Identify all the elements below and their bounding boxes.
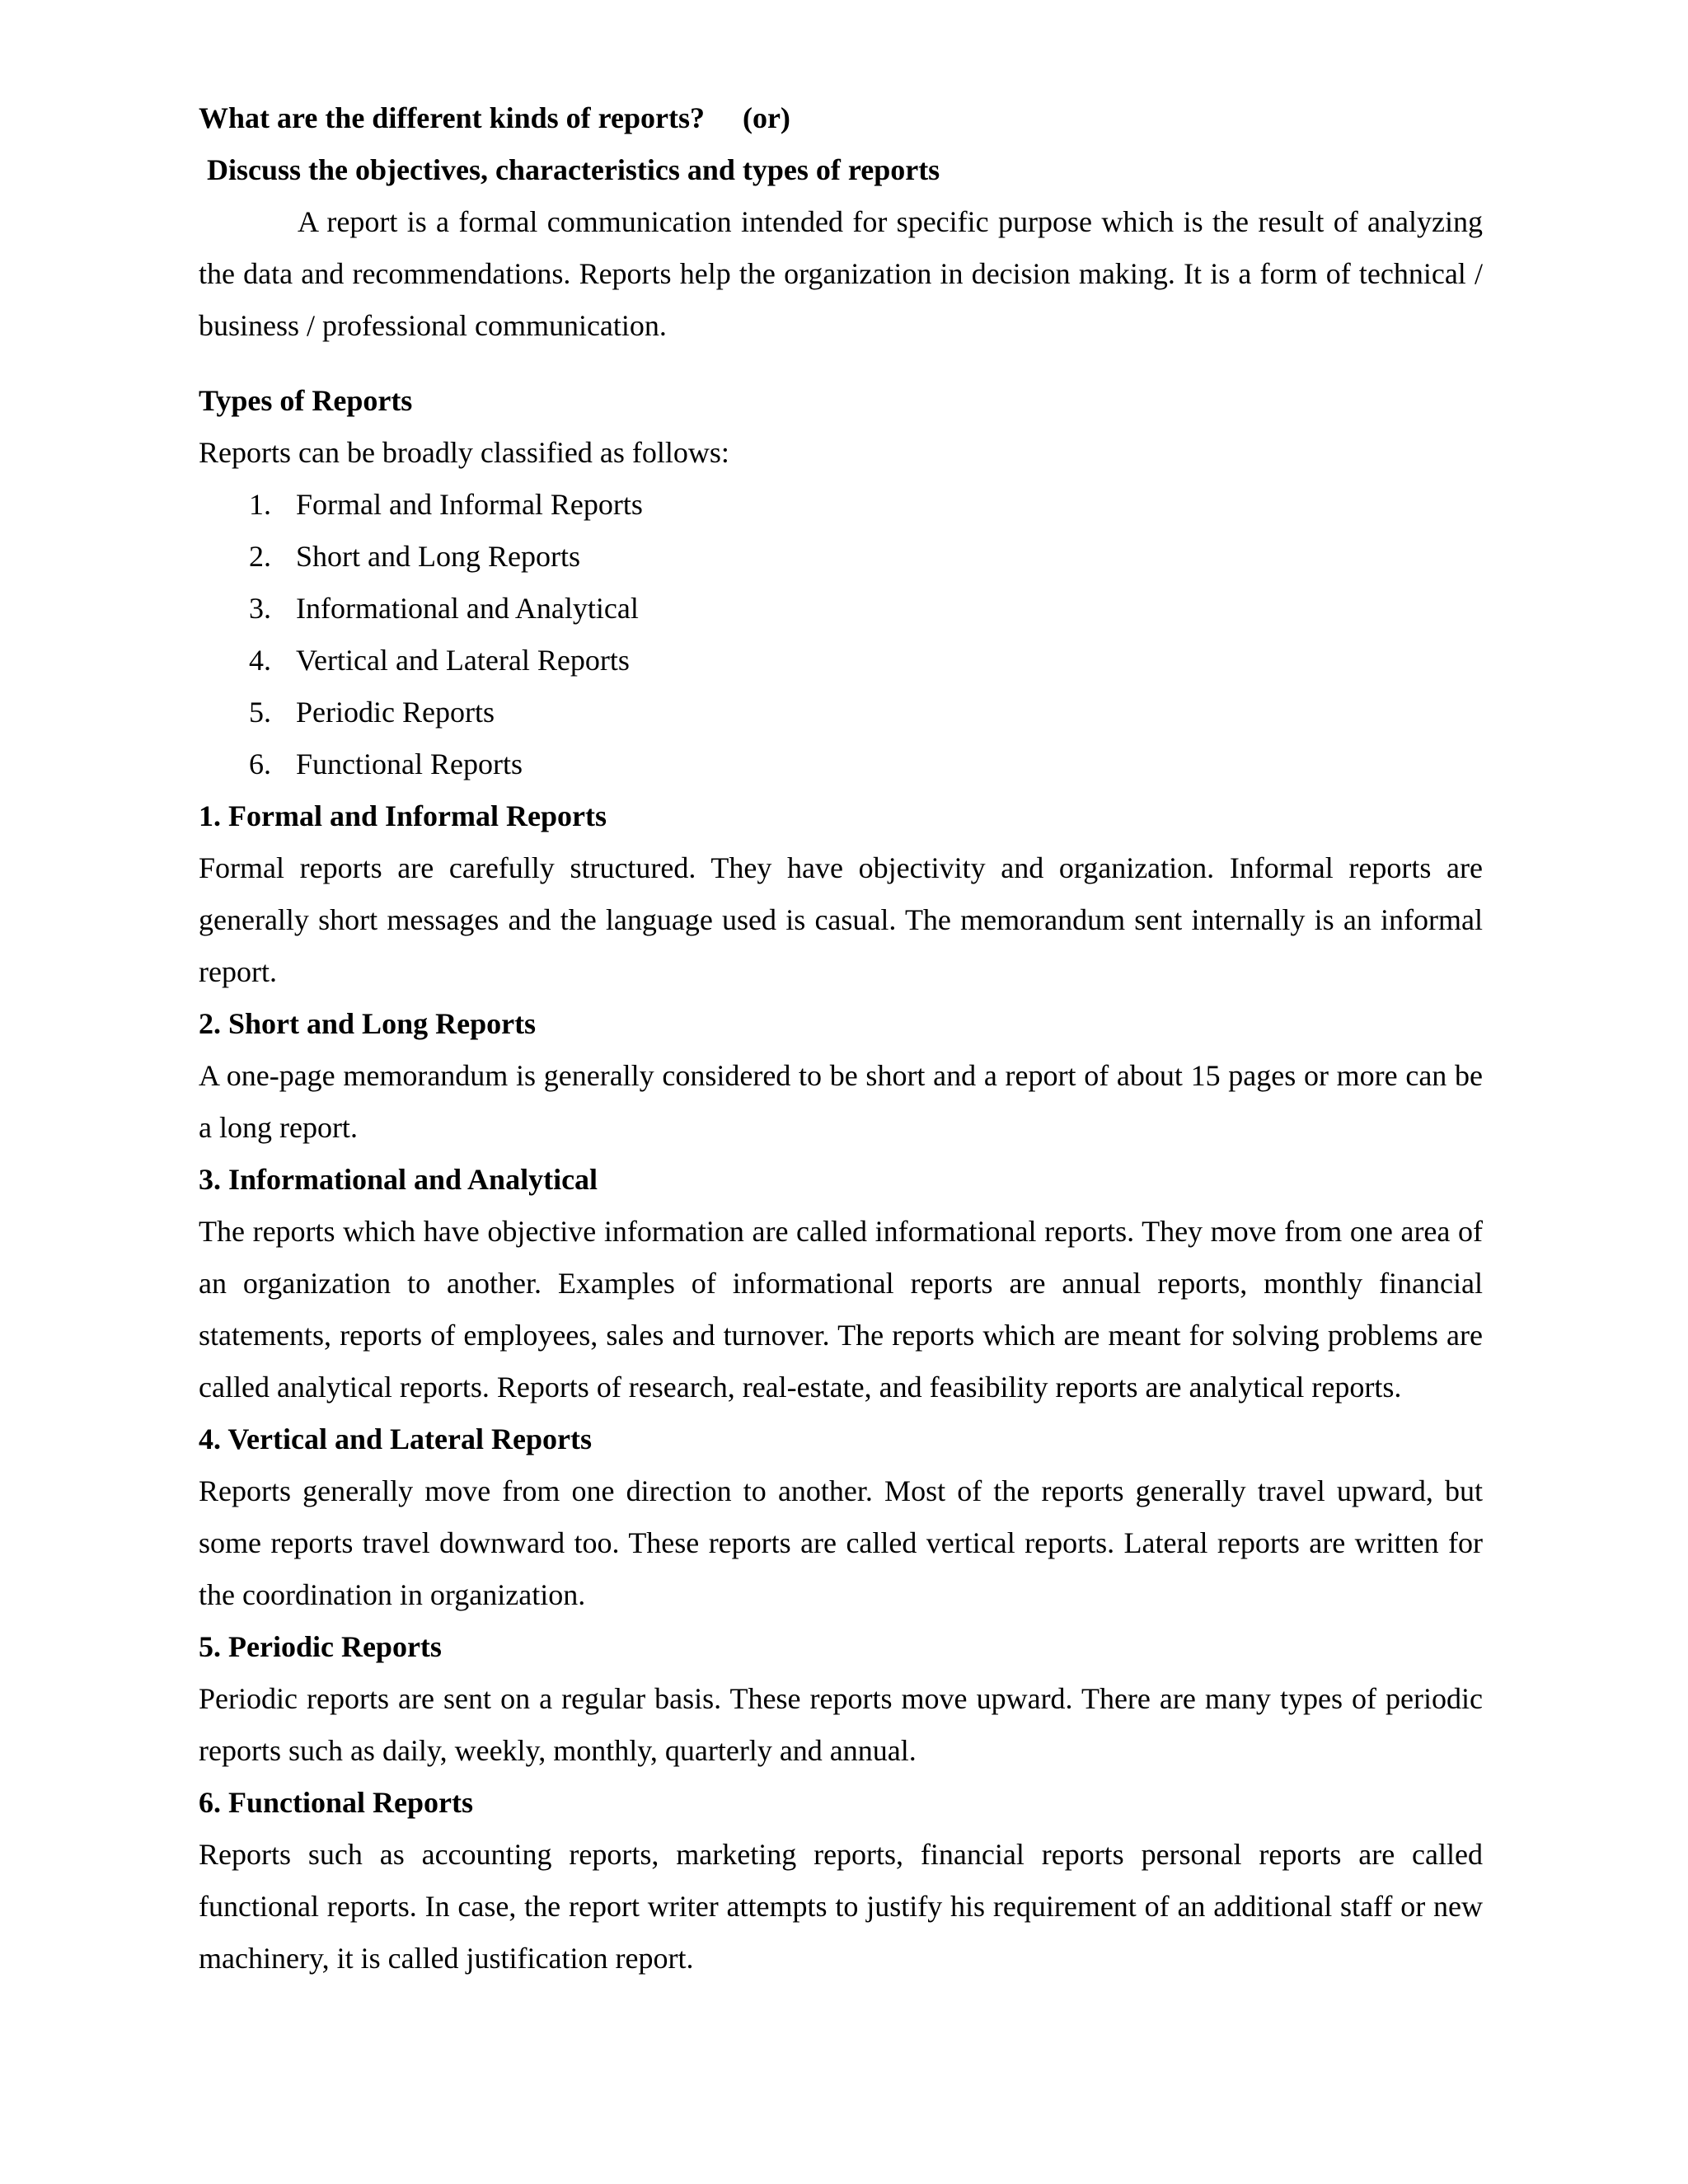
section-body-functional: Reports such as accounting reports, marketing reports, financial reports personal reports are called functional reports. In case, the report writer attempts to justify his requirement of an additional staff or new machinery, it is called justification report. [199, 1838, 1483, 1975]
question-title-alt: (or) [742, 101, 790, 134]
list-item-label: Periodic Reports [296, 696, 495, 729]
question-subtitle: Discuss the objectives, characteristics and types of reports [207, 153, 940, 186]
list-item-number: 6. [249, 748, 271, 780]
document-content [199, 92, 1483, 1985]
list-item [199, 635, 1483, 687]
section-heading-periodic: 5. Periodic Reports [199, 1630, 442, 1663]
list-item [199, 738, 1483, 790]
list-item-number: 5. [249, 696, 271, 729]
types-heading: Types of Reports [199, 384, 413, 417]
list-item [199, 531, 1483, 583]
list-item [199, 479, 1483, 531]
section-body-periodic: Periodic reports are sent on a regular basis. These reports move upward. There are many types of periodic reports such as daily, weekly, monthly, quarterly and annual. [199, 1682, 1483, 1767]
section-heading-vertical-lateral: 4. Vertical and Lateral Reports [199, 1422, 592, 1455]
types-lead: Reports can be broadly classified as follows: [199, 436, 729, 469]
list-item-number: 4. [249, 644, 271, 677]
list-item-label: Informational and Analytical [296, 592, 639, 625]
intro-paragraph: A report is a formal communication intended for specific purpose which is the result of analyzing the data and recommendations. Reports help the organization in decision making. It is a form of technical / business / professional communication. [199, 205, 1483, 342]
list-item-label: Short and Long Reports [296, 540, 580, 573]
section-body-informational-analytical: The reports which have objective information are called informational reports. They move from one area of an organization to another. Examples of informational reports are annual reports, monthly financial statements, reports of employees, sales and turnover. The reports which are meant for solving problems are called analytical reports. Reports of research, real-estate, and feasibility reports are analytical reports. [199, 1215, 1483, 1404]
list-item-number: 3. [249, 592, 271, 625]
section-body-formal-informal: Formal reports are carefully structured. They have objectivity and organization. Informal reports are generally short messages and the language used is casual. The memorandum sent internally is an informal report. [199, 851, 1483, 988]
types-list [199, 479, 1483, 790]
section-heading-short-long: 2. Short and Long Reports [199, 1007, 537, 1040]
list-item-label: Vertical and Lateral Reports [296, 644, 630, 677]
question-title [199, 92, 1483, 144]
section-heading-formal-informal: 1. Formal and Informal Reports [199, 799, 607, 832]
section-body-vertical-lateral: Reports generally move from one direction to another. Most of the reports generally travel upward, but some reports travel downward too. These reports are called vertical reports. Lateral reports are written for the coordination in organization. [199, 1474, 1483, 1611]
list-item-number: 2. [249, 540, 271, 573]
list-item-number: 1. [249, 488, 271, 521]
list-item-label: Formal and Informal Reports [296, 488, 643, 521]
section-heading-informational-analytical: 3. Informational and Analytical [199, 1163, 598, 1196]
list-item [199, 687, 1483, 738]
section-heading-functional: 6. Functional Reports [199, 1786, 473, 1819]
question-title-text: What are the different kinds of reports? [199, 101, 705, 134]
section-body-short-long: A one-page memorandum is generally considered to be short and a report of about 15 pages or more can be a long report. [199, 1059, 1483, 1144]
list-item [199, 583, 1483, 635]
list-item-label: Functional Reports [296, 748, 523, 780]
